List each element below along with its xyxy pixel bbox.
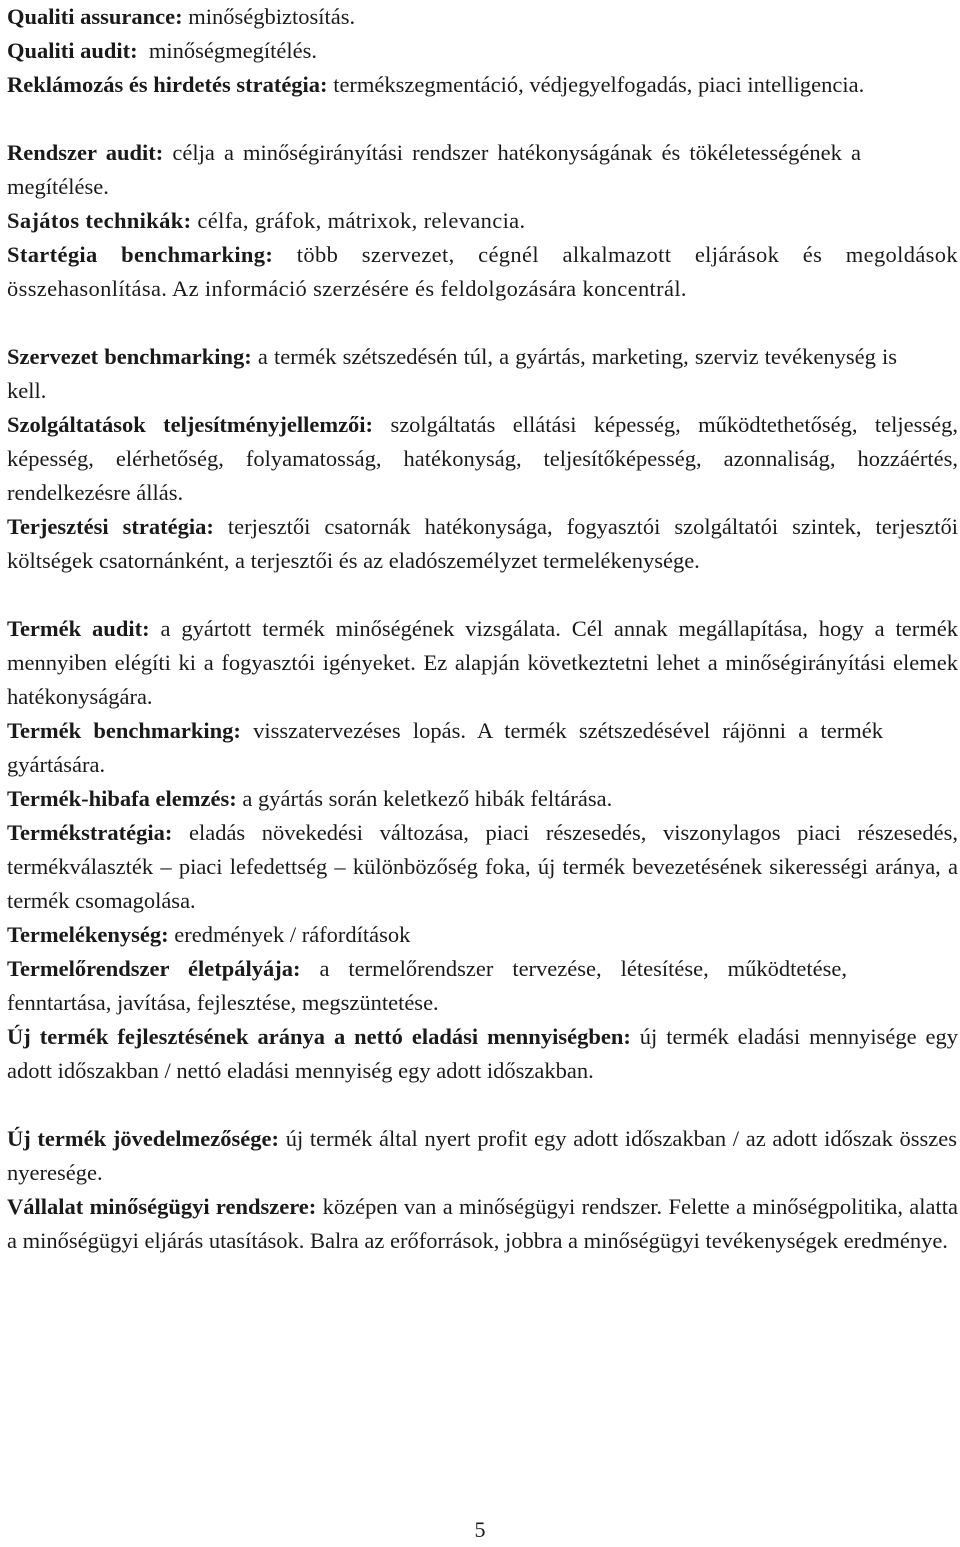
entry-term: Szervezet benchmarking: [7, 344, 252, 369]
entry-definition: eredmények / ráfordítások [168, 922, 411, 947]
glossary-entry [7, 918, 958, 952]
glossary-entry [7, 714, 883, 782]
glossary-entry [7, 816, 958, 919]
entry-definition: célfa, gráfok, mátrixok, relevancia. [191, 208, 526, 233]
glossary-entry [7, 1190, 958, 1258]
entry-term: Termék-hibafa elemzés: [7, 786, 237, 811]
entry-definition: több szervezet, cégnél alkalmazott eljárások és megoldások összehasonlítása. Az információ szerzésére és feldolgozására koncentrál. [7, 242, 958, 302]
entry-term: Reklámozás és hirdetés stratégia: [7, 72, 328, 97]
entry-term: Termelőrendszer életpályája: [7, 956, 301, 981]
entry-definition: a gyártás során keletkező hibák feltárása. [236, 786, 613, 811]
glossary-entry [7, 1122, 957, 1190]
entry-term: Rendszer audit: [7, 140, 164, 165]
entry-definition: visszatervezéses lopás. A termék szétszedésével rájönni a termék gyártására. [7, 718, 883, 778]
entry-term: Szolgáltatások teljesítményjellemzői: [7, 412, 374, 437]
glossary-entry [7, 238, 958, 306]
glossary-entry [7, 34, 607, 68]
entry-definition: új termék által nyert profit egy adott időszakban / az adott időszak összes nyeresége. [7, 1126, 957, 1186]
entry-definition: célja a minőségirányítási rendszer hatékonyságának és tökéletességének a megítélése. [7, 140, 861, 200]
entry-definition: szolgáltatás ellátási képesség, működtethetőség, teljesség, képesség, elérhetőség, folyamatosság, hatékonyság, teljesítőképesség, azonnaliság, hozzáértés, rendelkezésre állás. [7, 412, 958, 506]
glossary-entry [7, 340, 897, 408]
entry-definition: termékszegmentáció, védjegyelfogadás, piaci intelligencia. [327, 72, 865, 97]
page-number: 5 [474, 1517, 486, 1542]
entry-definition: eladás növekedési változása, piaci részesedés, viszonylagos piaci részesedés, termékválaszték – piaci lefedettség – különbözőség foka, új termék bevezetésének sikerességi aránya, a termék csomagolása. [7, 820, 958, 914]
entry-term: Vállalat minőségügyi rendszere: [7, 1194, 317, 1219]
entry-term: Qualiti assurance: [7, 4, 183, 29]
glossary-entry [7, 0, 607, 34]
entry-term: Új termék fejlesztésének aránya a nettó eladási mennyiségben: [7, 1024, 631, 1049]
entry-definition: minőségmegítélés. [137, 38, 317, 63]
entry-definition: a termék szétszedésén túl, a gyártás, marketing, szerviz tevékenység is kell. [7, 344, 897, 404]
entry-definition: minőségbiztosítás. [182, 4, 356, 29]
glossary-entry [7, 510, 958, 578]
entry-definition: új termék eladási mennyisége egy adott időszakban / nettó eladási mennyiség egy adott időszakban. [7, 1024, 958, 1084]
entry-term: Termelékenység: [7, 922, 169, 947]
entry-term: Qualiti audit: [7, 38, 138, 63]
entry-term: Új termék jövedelmezősége: [7, 1126, 279, 1151]
entry-term: Termékstratégia: [7, 820, 173, 845]
glossary-entry [7, 408, 958, 511]
glossary-entry [7, 782, 958, 816]
entry-term: Termék audit: [7, 616, 150, 641]
glossary-entry [7, 1020, 958, 1088]
entry-term: Termék benchmarking: [7, 718, 241, 743]
entry-definition: a termelőrendszer tervezése, létesítése, működtetése, fenntartása, javítása, fejlesztése, megszüntetése. [7, 956, 848, 1016]
entry-definition: középen van a minőségügyi rendszer. Felette a minőségpolitika, alatta a minőségügyi eljárás utasítások. Balra az erőforrások, jobbra a minőségügyi tevékenységek eredménye. [7, 1194, 958, 1254]
entry-definition: a gyártott termék minőségének vizsgálata. Cél annak megállapítása, hogy a termék mennyiben elégíti ki a fogyasztói igényeket. Ez alapján következtetni lehet a minőségirányítási elemek hatékonyságára. [7, 616, 958, 710]
entry-term: Terjesztési stratégia: [7, 514, 214, 539]
entry-definition: terjesztői csatornák hatékonysága, fogyasztói szolgáltatói szintek, terjesztői költségek csatornánként, a terjesztői és az eladószemélyzet termelékenysége. [7, 514, 958, 574]
glossary-entry [7, 204, 958, 238]
entry-term: Startégia benchmarking: [7, 242, 274, 267]
glossary-entry [7, 136, 861, 204]
glossary-entry [7, 952, 847, 1020]
entry-term: Sajátos technikák: [7, 208, 192, 233]
glossary-entry [7, 612, 958, 715]
glossary-entry [7, 68, 953, 102]
